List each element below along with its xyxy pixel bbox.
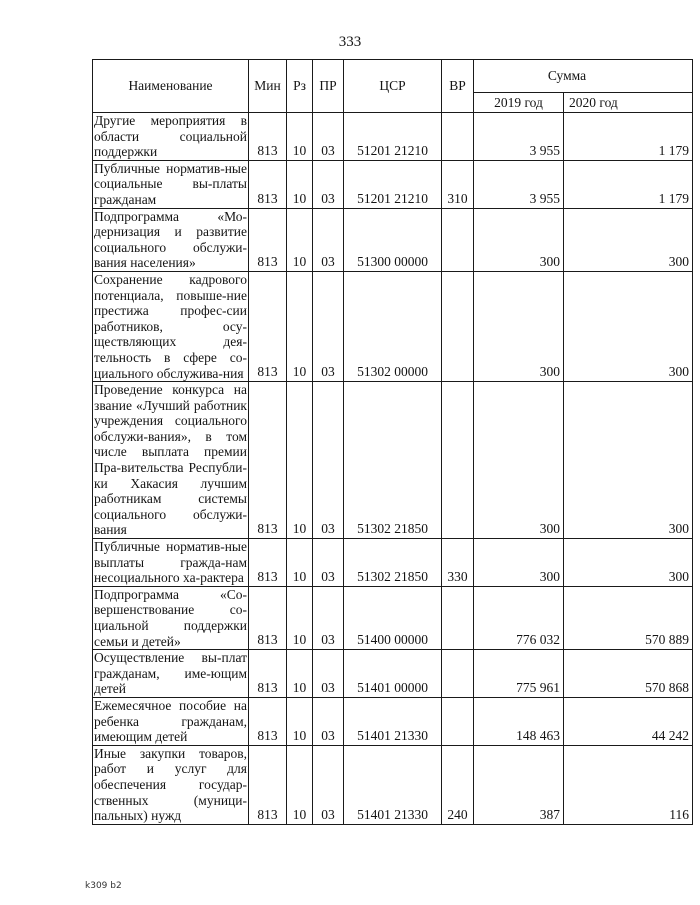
cell-y2019: 148 463	[474, 697, 564, 745]
table-row	[93, 539, 693, 587]
cell-name: Иные закупки товаров, работ и услуг для обеспечения государ-ственных (муници-пальных) нужд	[94, 745, 247, 824]
header-min: Мин	[249, 60, 287, 113]
cell-csr: 51302 21850	[344, 382, 442, 539]
cell-pr: 03	[313, 271, 344, 381]
cell-y2019: 775 961	[474, 650, 564, 698]
cell-pr: 03	[313, 586, 344, 649]
table-body	[93, 113, 693, 825]
cell-name: Проведение конкурса на звание «Лучший работник учреждения социального обслужи-вания», в том числе выплата премии Пра-вительства Республи-ки Хакасия лучшим работникам системы социального обслужи-вания	[94, 382, 247, 538]
cell-rz: 10	[287, 160, 313, 208]
cell-y2020: 1 179	[564, 160, 693, 208]
cell-min: 813	[249, 271, 287, 381]
header-name: Наименование	[93, 60, 249, 113]
cell-y2019: 300	[474, 208, 564, 271]
cell-y2020: 300	[564, 382, 693, 539]
cell-y2020: 300	[564, 271, 693, 381]
cell-csr: 51302 00000	[344, 271, 442, 381]
cell-pr: 03	[313, 382, 344, 539]
cell-y2019: 300	[474, 382, 564, 539]
table-row	[93, 586, 693, 649]
cell-y2019: 300	[474, 271, 564, 381]
table-row	[93, 271, 693, 381]
header-sum	[474, 60, 693, 93]
cell-y2019: 387	[474, 745, 564, 824]
cell-csr: 51302 21850	[344, 539, 442, 587]
cell-name: Публичные норматив-ные социальные вы-платы гражданам	[94, 160, 247, 207]
cell-min: 813	[249, 650, 287, 698]
cell-pr: 03	[313, 745, 344, 824]
cell-csr: 51401 21330	[344, 697, 442, 745]
cell-pr: 03	[313, 113, 344, 161]
table-row	[93, 650, 693, 698]
cell-y2020: 300	[564, 208, 693, 271]
cell-rz: 10	[287, 113, 313, 161]
budget-table	[92, 59, 693, 825]
cell-min: 813	[249, 160, 287, 208]
header-sum-label: Сумма	[547, 68, 587, 83]
header-csr: ЦСР	[344, 60, 442, 113]
cell-rz: 10	[287, 586, 313, 649]
cell-name: Сохранение кадрового потенциала, повыше-ние престижа профес-сии работников, осу-ществляющих дея-тельность в сфере со-циального обслужива-ния	[94, 271, 247, 381]
cell-y2019: 3 955	[474, 160, 564, 208]
footer-code: k309 b2	[85, 881, 122, 891]
cell-min: 813	[249, 539, 287, 587]
table-row	[93, 745, 693, 824]
cell-y2020: 570 889	[564, 586, 693, 649]
cell-rz: 10	[287, 745, 313, 824]
cell-vr	[442, 271, 474, 381]
cell-vr	[442, 208, 474, 271]
cell-pr: 03	[313, 208, 344, 271]
cell-vr: 310	[442, 160, 474, 208]
header-year-2020: 2020 год	[564, 93, 693, 113]
cell-csr: 51201 21210	[344, 113, 442, 161]
cell-rz: 10	[287, 271, 313, 381]
cell-y2019: 776 032	[474, 586, 564, 649]
cell-vr	[442, 382, 474, 539]
header-rz: Рз	[287, 60, 313, 113]
cell-name: Подпрограмма «Мо-дернизация и развитие социального обслужи-вания населения»	[94, 208, 247, 271]
cell-pr: 03	[313, 650, 344, 698]
cell-y2019: 3 955	[474, 113, 564, 161]
cell-min: 813	[249, 208, 287, 271]
cell-min: 813	[249, 382, 287, 539]
cell-rz: 10	[287, 382, 313, 539]
cell-name: Публичные норматив-ные выплаты гражда-нам несоциального ха-рактера	[94, 539, 247, 586]
table-row	[93, 208, 693, 271]
cell-name: Подпрограмма «Со-вершенствование со-циальной поддержки семьи и детей»	[94, 586, 247, 649]
cell-rz: 10	[287, 539, 313, 587]
cell-vr	[442, 650, 474, 698]
table-row	[93, 382, 693, 539]
cell-pr: 03	[313, 539, 344, 587]
cell-csr: 51400 00000	[344, 586, 442, 649]
table-row	[93, 113, 693, 161]
cell-csr: 51201 21210	[344, 160, 442, 208]
table-row	[93, 697, 693, 745]
cell-csr: 51300 00000	[344, 208, 442, 271]
cell-y2020: 116	[564, 745, 693, 824]
cell-min: 813	[249, 113, 287, 161]
header-pr: ПР	[313, 60, 344, 113]
header-vr: ВР	[442, 60, 474, 113]
cell-min: 813	[249, 745, 287, 824]
cell-name: Осуществление вы-плат гражданам, име-ющим детей	[94, 650, 247, 697]
cell-pr: 03	[313, 697, 344, 745]
cell-rz: 10	[287, 650, 313, 698]
cell-csr: 51401 21330	[344, 745, 442, 824]
cell-rz: 10	[287, 208, 313, 271]
cell-y2020: 1 179	[564, 113, 693, 161]
cell-y2020: 570 868	[564, 650, 693, 698]
cell-min: 813	[249, 697, 287, 745]
cell-vr	[442, 697, 474, 745]
cell-vr: 330	[442, 539, 474, 587]
cell-y2020: 44 242	[564, 697, 693, 745]
cell-name: Другие мероприятия в области социальной поддержки	[94, 113, 247, 160]
cell-name: Ежемесячное пособие на ребенка гражданам, имеющим детей	[94, 697, 247, 745]
cell-y2019: 300	[474, 539, 564, 587]
page-number: 333	[338, 34, 362, 50]
table-row	[93, 160, 693, 208]
cell-rz: 10	[287, 697, 313, 745]
cell-vr	[442, 113, 474, 161]
header-year-2019: 2019 год	[474, 93, 564, 113]
cell-vr: 240	[442, 745, 474, 824]
cell-vr	[442, 586, 474, 649]
cell-csr: 51401 00000	[344, 650, 442, 698]
cell-min: 813	[249, 586, 287, 649]
cell-pr: 03	[313, 160, 344, 208]
cell-y2020: 300	[564, 539, 693, 587]
